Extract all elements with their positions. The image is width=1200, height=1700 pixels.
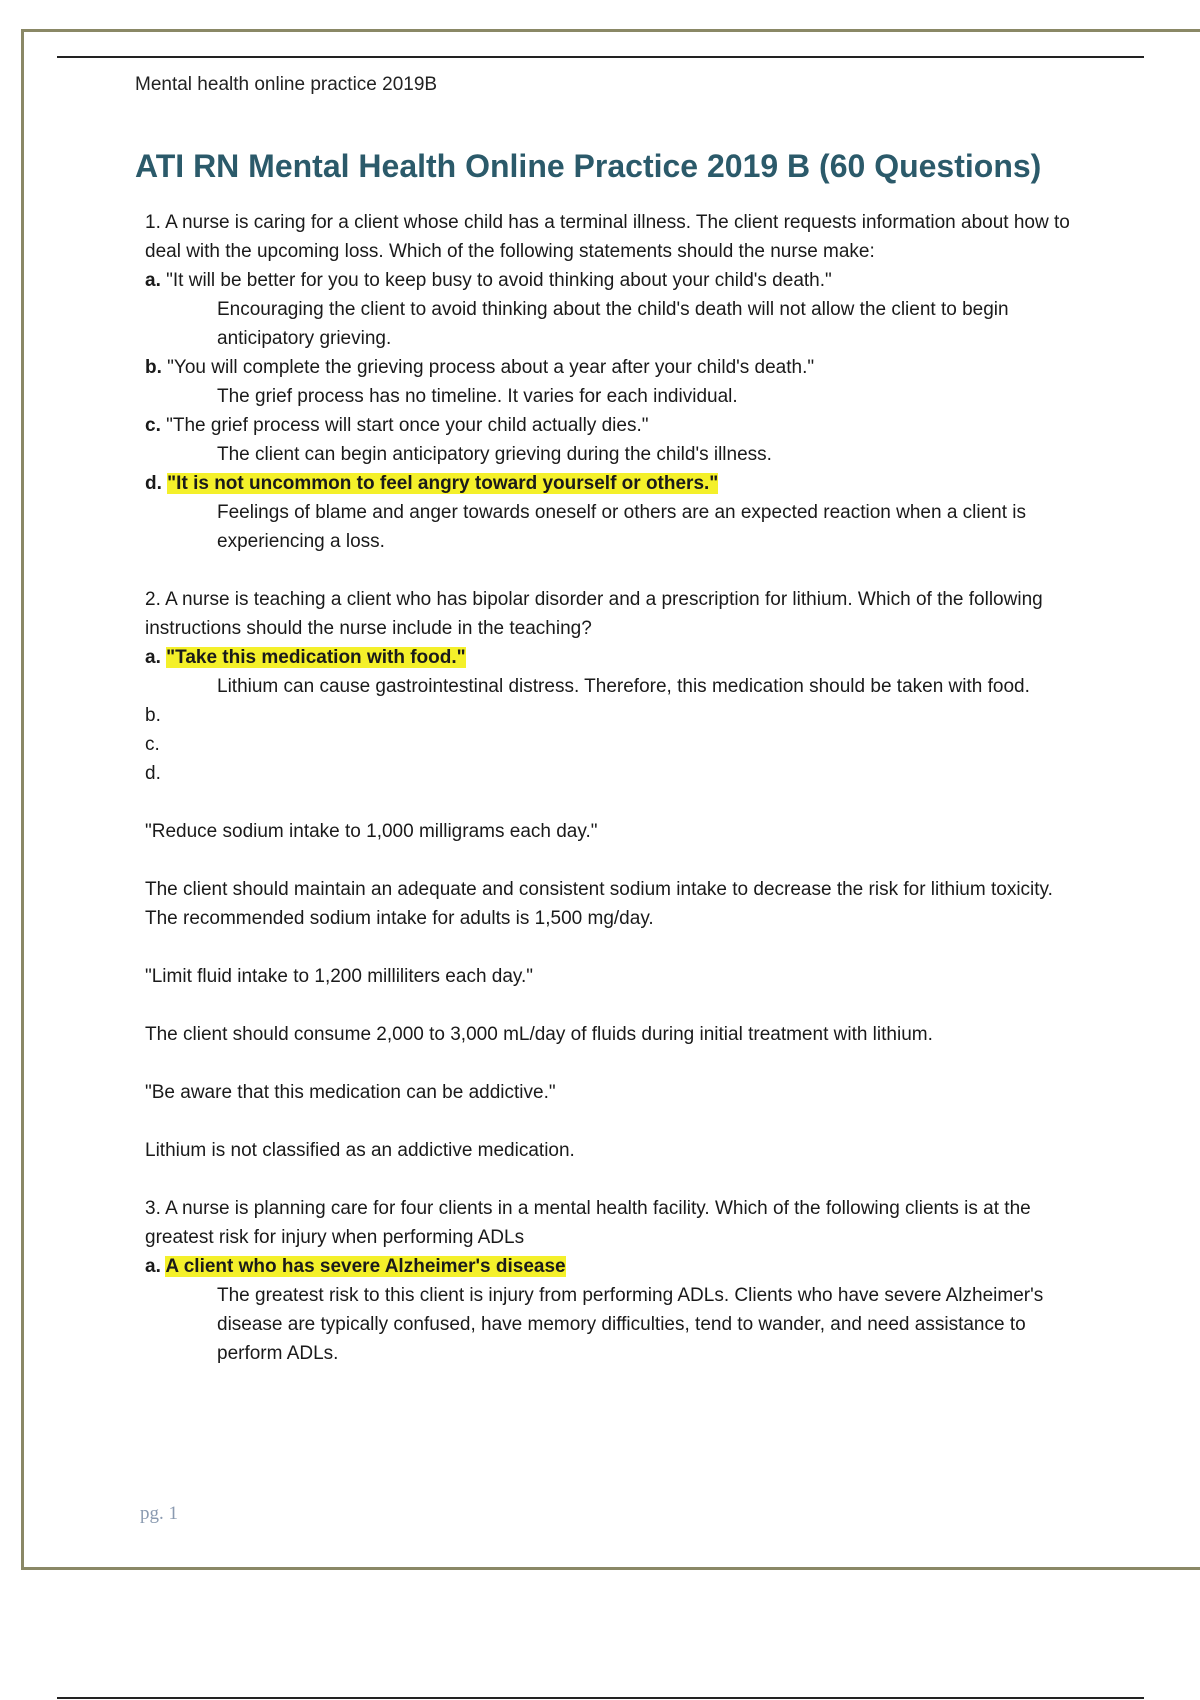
question-2-letter-b: b. [145, 705, 161, 726]
option-text: "You will complete the grieving process about a year after your child's death." [167, 357, 815, 378]
question-2-rationale-a: Lithium can cause gastrointestinal distress. Therefore, this medication should be taken with food. [217, 676, 1030, 697]
question-1-option-c [145, 411, 1085, 440]
question-2-letter-c: c. [145, 734, 160, 755]
option-text: "It will be better for you to keep busy to avoid thinking about your child's death." [166, 270, 832, 291]
question-1-option-d-correct [145, 469, 1085, 498]
question-2-rationale-b: The client should maintain an adequate and consistent sodium intake to decrease the risk for lithium toxicity. The recommended sodium intake for adults is 1,500 mg/day. [145, 879, 1053, 929]
question-2-option-d-text: "Be aware that this medication can be addictive." [145, 1082, 556, 1103]
question-1-rationale-b: The grief process has no timeline. It varies for each individual. [217, 386, 738, 407]
question-2-option-a-correct [145, 643, 1085, 672]
question-1-rationale-a: Encouraging the client to avoid thinking about the child's death will not allow the client to begin anticipatory grieving. [217, 299, 1009, 349]
document-body [145, 208, 1085, 1368]
correct-answer-highlight: "Take this medication with food." [166, 647, 466, 668]
page-number: pg. 1 [140, 1503, 178, 1524]
question-3-stem: 3. A nurse is planning care for four clients in a mental health facility. Which of the following clients is at the greatest risk for injury when performing ADLs [145, 1198, 1031, 1248]
question-3-rationale-a: The greatest risk to this client is injury from performing ADLs. Clients who have severe Alzheimer's disease are typically confused, have memory difficulties, tend to wander, and need assistance to perform ADLs. [217, 1285, 1044, 1364]
question-2-rationale-d: Lithium is not classified as an addictive medication. [145, 1140, 575, 1161]
question-1-rationale-d: Feelings of blame and anger towards oneself or others are an expected reaction when a client is experiencing a loss. [217, 502, 1027, 552]
running-header: Mental health online practice 2019B [135, 74, 438, 95]
question-2-stem: 2. A nurse is teaching a client who has bipolar disorder and a prescription for lithium. Which of the following instructions should the nurse include in the teaching? [145, 589, 1043, 639]
correct-answer-highlight: "It is not uncommon to feel angry toward yourself or others." [167, 473, 719, 494]
option-letter: c. [145, 415, 161, 436]
next-page-rule [57, 1697, 1144, 1699]
option-text: "The grief process will start once your child actually dies." [166, 415, 649, 436]
question-1-option-a [145, 266, 1085, 295]
question-1-rationale-c: The client can begin anticipatory grieving during the child's illness. [217, 444, 772, 465]
question-1-option-b [145, 353, 1085, 382]
question-2-rationale-c: The client should consume 2,000 to 3,000 mL/day of fluids during initial treatment with lithium. [145, 1024, 933, 1045]
correct-answer-highlight: A client who has severe Alzheimer's disease [165, 1256, 566, 1277]
question-1-stem: 1. A nurse is caring for a client whose child has a terminal illness. The client requests information about how to deal with the upcoming loss. Which of the following statements should the nurse make: [145, 212, 1070, 262]
option-letter: a. [145, 270, 161, 291]
option-letter: b. [145, 357, 162, 378]
question-2-letter-d: d. [145, 763, 161, 784]
option-letter: a. [145, 1256, 166, 1277]
question-2-option-b-text: "Reduce sodium intake to 1,000 milligrams each day." [145, 821, 598, 842]
document-title: ATI RN Mental Health Online Practice 2019 B (60 Questions) [135, 148, 1042, 184]
option-letter: d. [145, 473, 162, 494]
question-2-option-c-text: "Limit fluid intake to 1,200 milliliters each day." [145, 966, 534, 987]
header-rule [57, 56, 1144, 58]
question-3-option-a-correct [145, 1252, 1085, 1281]
option-letter: a. [145, 647, 167, 668]
